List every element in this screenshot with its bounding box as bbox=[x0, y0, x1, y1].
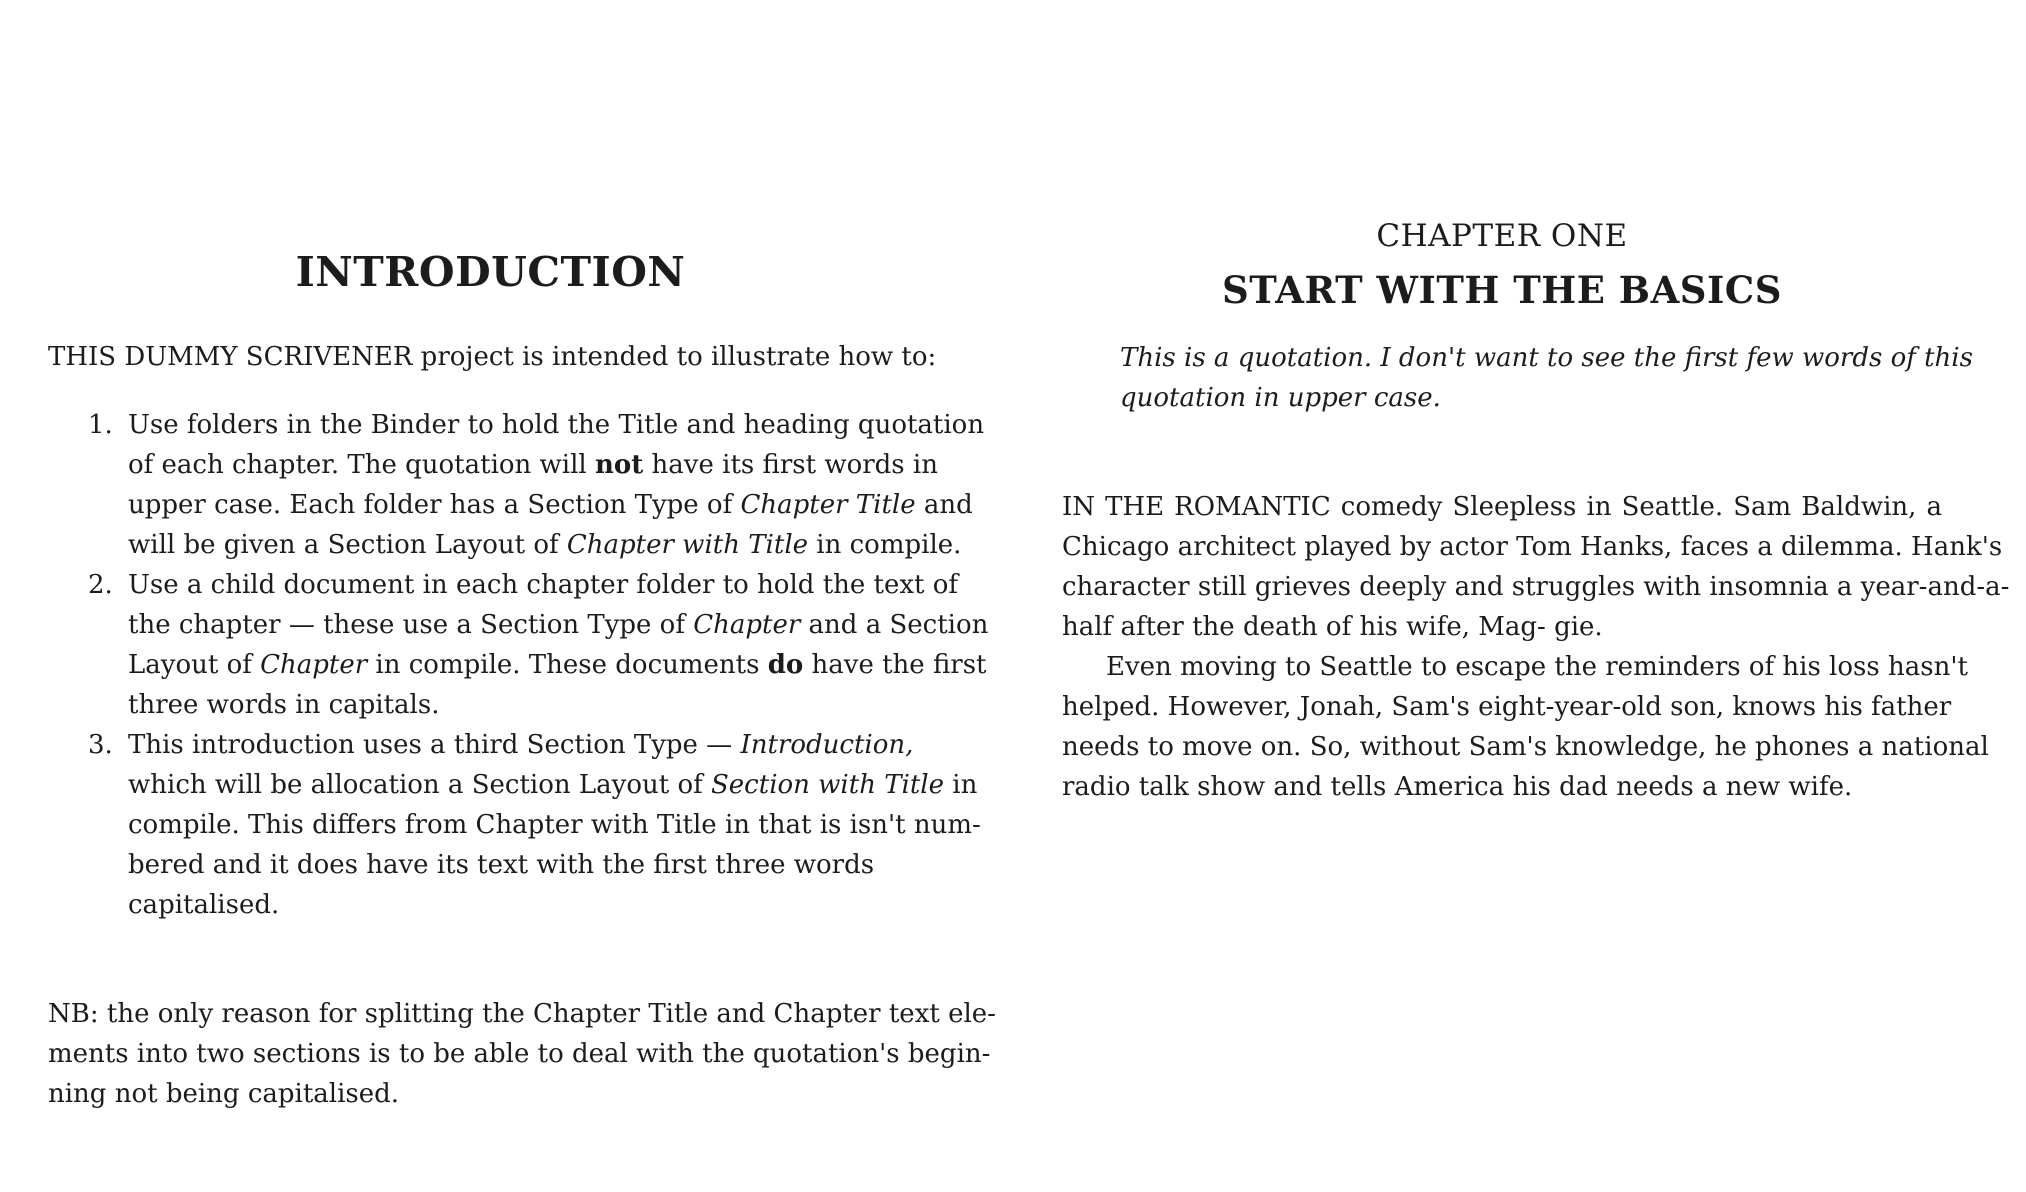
emphasis-italic: Chapter bbox=[693, 610, 801, 640]
list-number: 2. bbox=[88, 570, 113, 600]
paragraph-line: character still grieves deeply and struggles with insomnia a year-and-a- bbox=[1062, 572, 2010, 602]
introduction-title: INTRODUCTION bbox=[295, 248, 686, 296]
chapter-number-label: CHAPTER ONE bbox=[1376, 218, 1628, 254]
chapter-paragraph-2 bbox=[1062, 647, 1989, 807]
list-line: Use folders in the Binder to hold the Title and heading quotation bbox=[128, 410, 985, 440]
emphasis-italic: Chapter with Title bbox=[566, 530, 809, 560]
emphasis-italic: Section with Title bbox=[710, 770, 945, 800]
quotation-line: This is a quotation. I don't want to see the first few words of this bbox=[1120, 343, 1973, 373]
list-line: upper case. Each folder has a Section Type of Chapter Title and bbox=[128, 490, 973, 520]
paragraph-line: IN THE ROMANTIC comedy Sleepless in Seattle. Sam Baldwin, a bbox=[1062, 492, 1942, 522]
paragraph-line: NB: the only reason for splitting the Chapter Title and Chapter text ele- bbox=[48, 999, 996, 1029]
paragraph-line: needs to move on. So, without Sam's knowledge, he phones a national bbox=[1062, 732, 1989, 762]
list-line: Layout of Chapter in compile. These documents do have the first bbox=[128, 650, 987, 680]
chapter-body-text bbox=[1062, 487, 2010, 807]
paragraph-line: ments into two sections is to be able to deal with the quotation's begin- bbox=[48, 1039, 991, 1069]
left-page bbox=[48, 0, 996, 1192]
list-number: 3. bbox=[88, 730, 113, 760]
emphasis-italic: Chapter Title bbox=[740, 490, 916, 520]
emphasis-italic: Introduction, bbox=[740, 730, 914, 760]
emphasis-bold: do bbox=[767, 650, 804, 680]
list-line: capitalised. bbox=[128, 890, 280, 920]
list-line: will be given a Section Layout of Chapter with Title in compile. bbox=[128, 530, 962, 560]
paragraph-line: ning not being capitalised. bbox=[48, 1079, 400, 1109]
list-line: Use a child document in each chapter folder to hold the text of bbox=[128, 570, 959, 600]
list-line: the chapter — these use a Section Type of Chapter and a Section bbox=[128, 610, 989, 640]
emphasis-bold: not bbox=[595, 450, 644, 480]
list-item-1 bbox=[48, 405, 985, 565]
list-line: compile. This differs from Chapter with Title in that is isn't num- bbox=[128, 810, 981, 840]
paragraph-line: half after the death of his wife, Mag- gie. bbox=[1062, 612, 1603, 642]
emphasis-italic: Chapter bbox=[260, 650, 368, 680]
list-line: which will be allocation a Section Layout of Section with Title in bbox=[128, 770, 978, 800]
list-number: 1. bbox=[88, 410, 113, 440]
right-page bbox=[1062, 0, 2010, 1192]
list-item-3 bbox=[48, 725, 981, 925]
list-item-2 bbox=[48, 565, 989, 725]
paragraph-line: helped. However, Jonah, Sam's eight-year-old son, knows his father bbox=[1062, 692, 1952, 722]
list-line: three words in capitals. bbox=[128, 690, 440, 720]
list-line: bered and it does have its text with the first three words bbox=[128, 850, 875, 880]
paragraph-line: radio talk show and tells America his dad needs a new wife. bbox=[1062, 772, 1853, 802]
paragraph-line: Chicago architect played by actor Tom Hanks, faces a dilemma. Hank's bbox=[1062, 532, 2003, 562]
chapter-paragraph-1 bbox=[1062, 487, 2010, 647]
quotation-line: quotation in upper case. bbox=[1120, 383, 1441, 413]
list-line: This introduction uses a third Section Type — Introduction, bbox=[128, 730, 914, 760]
chapter-title: START WITH THE BASICS bbox=[1222, 268, 1782, 312]
chapter-quotation bbox=[1120, 338, 1973, 418]
list-line: of each chapter. The quotation will not have its first words in bbox=[128, 450, 938, 480]
introduction-lead-paragraph: THIS DUMMY SCRIVENER project is intended to illustrate how to: bbox=[48, 342, 937, 372]
introduction-numbered-list bbox=[48, 405, 989, 925]
nb-paragraph bbox=[48, 994, 996, 1114]
paragraph-line: Even moving to Seattle to escape the reminders of his loss hasn't bbox=[1106, 652, 1968, 682]
